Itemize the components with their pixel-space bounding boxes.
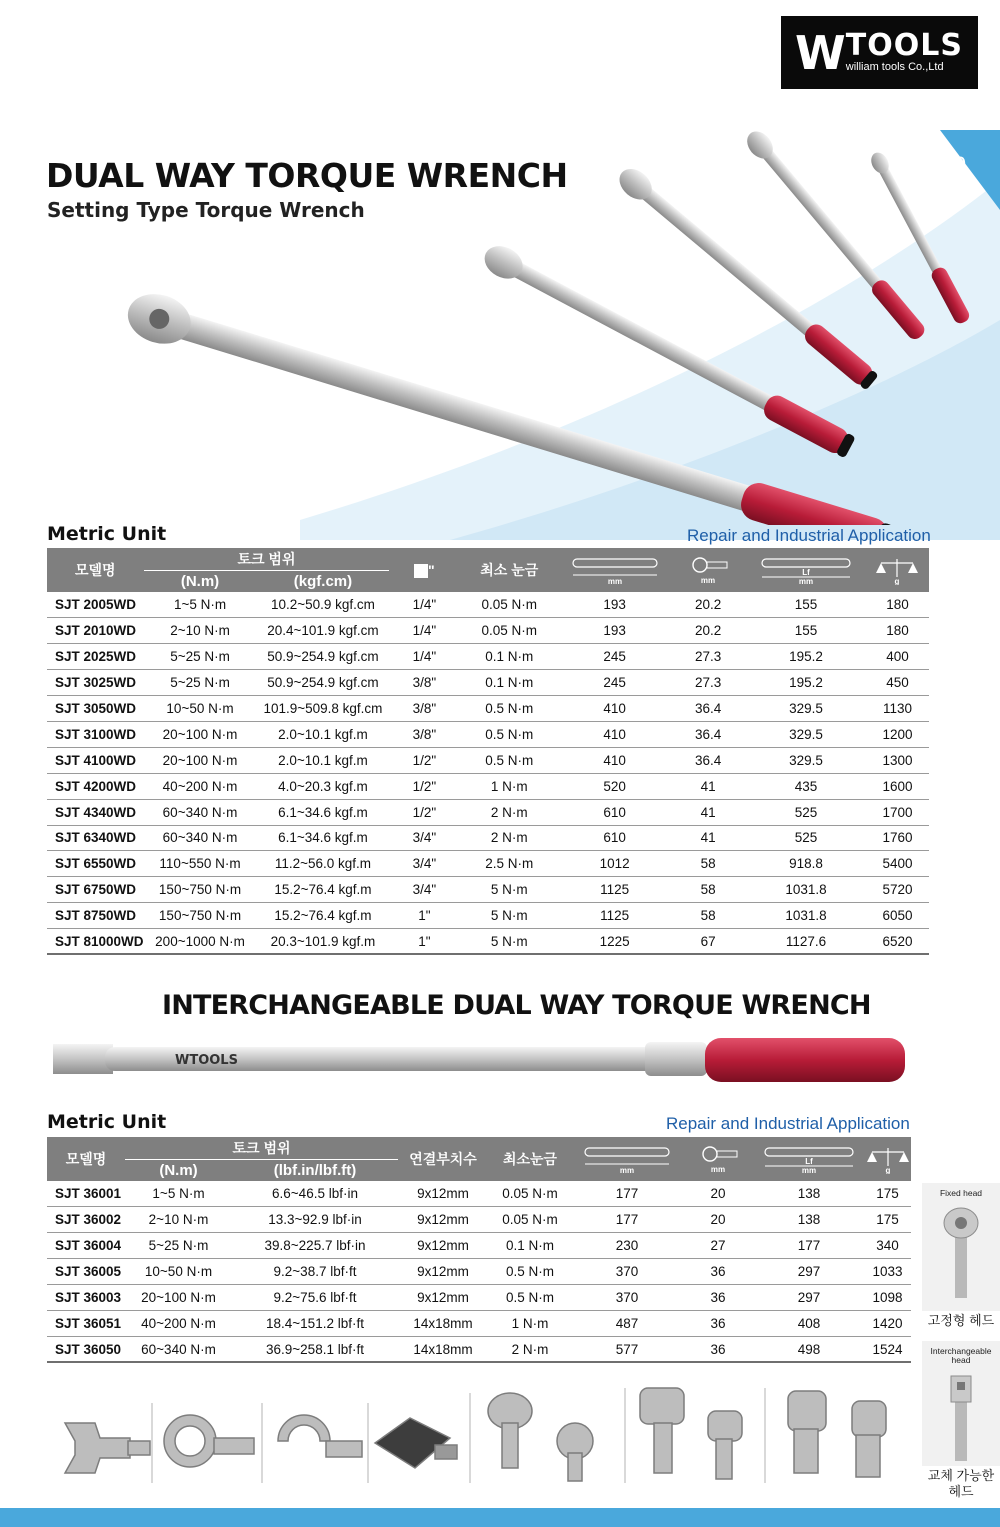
cell-kgf: 50.9~254.9 kgf.cm [256,644,389,670]
table-row [47,1336,911,1362]
cell-kgf: 10.2~50.9 kgf.cm [256,592,389,618]
table-row [47,799,929,825]
cell-conn: 9x12mm [398,1207,488,1233]
cell-model: SJT 6550WD [47,851,144,877]
square-drive-adapter-icon [788,1391,886,1477]
cell-drive: 1/2" [389,773,459,799]
cell-drive: 3/8" [389,721,459,747]
cell-lf: 525 [746,825,866,851]
cell-head: 36.4 [670,721,746,747]
cell-conn: 9x12mm [398,1285,488,1311]
cell-lf: 1127.6 [746,929,866,955]
cell-grad: 5 N·m [459,903,559,929]
cell-drive: 3/8" [389,696,459,722]
cell-kgf: 20.3~101.9 kgf.m [256,929,389,955]
cell-drive: 1/4" [389,618,459,644]
header-model: 모델명 [74,562,116,578]
cell-grad: 0.5 N·m [488,1285,572,1311]
cell-drive: 1/2" [389,799,459,825]
cell-drive: 1/2" [389,747,459,773]
cell-drive: 1/4" [389,592,459,618]
cell-nm: 20~100 N·m [144,721,257,747]
cell-length: 410 [559,721,670,747]
cell-model: SJT 36050 [47,1336,125,1362]
cell-nm: 2~10 N·m [125,1207,232,1233]
table2-specs [47,1137,911,1363]
cell-model: SJT 36001 [47,1181,125,1207]
wrench-lf-icon [761,1144,857,1174]
cell-lf: 525 [746,799,866,825]
cell-conn: 14x18mm [398,1336,488,1362]
open-end-head-icon [65,1423,150,1473]
cell-kgf: 101.9~509.8 kgf.cm [256,696,389,722]
cell-kgf: 50.9~254.9 kgf.cm [256,670,389,696]
cell-length: 177 [572,1181,682,1207]
cell-nm: 60~340 N·m [144,799,257,825]
svg-text:mm: mm [700,576,716,585]
header2-unit-lbf: (lbf.in/lbf.ft) [273,1161,357,1179]
header-weight [866,548,929,592]
cell-lf: 1031.8 [746,903,866,929]
cell-nm: 60~340 N·m [144,825,257,851]
cell-grad: 0.05 N·m [459,592,559,618]
ratchet-head-icon-1 [488,1393,593,1481]
fixed-head-panel [922,1183,1000,1311]
cell-head: 20.2 [670,618,746,644]
wrench-head-icon [686,555,730,585]
cell-lf: 408 [754,1310,864,1336]
interchangeable-title: INTERCHANGEABLE DUAL WAY TORQUE WRENCH [162,990,871,1021]
cell-model: SJT 3050WD [47,696,144,722]
wrench-small-2 [742,126,929,343]
cell-lf: 498 [754,1336,864,1362]
wrench-length-icon [581,1144,673,1174]
cell-weight: 5720 [866,877,929,903]
cell-length: 610 [559,825,670,851]
svg-text:g: g [885,1166,890,1174]
cell-weight: 6520 [866,929,929,955]
cell-length: 177 [572,1207,682,1233]
table2-application: Repair and Industrial Application [666,1114,910,1133]
cell-lf: 177 [754,1233,864,1259]
cell-length: 410 [559,696,670,722]
cell-grad: 5 N·m [459,929,559,955]
cell-drive: 1" [389,903,459,929]
table-row [47,773,929,799]
cell-grad: 2 N·m [488,1336,572,1362]
cell-grad: 2 N·m [459,825,559,851]
cell-length: 577 [572,1336,682,1362]
cell-nm: 2~10 N·m [144,618,257,644]
cell-nm: 200~1000 N·m [144,929,257,955]
svg-text:mm: mm [607,577,622,585]
cell-lf: 329.5 [746,747,866,773]
fixed-head-image [922,1198,1000,1298]
cell-kgf: 15.2~76.4 kgf.m [256,903,389,929]
cell-nm: 150~750 N·m [144,903,257,929]
table-row [47,877,929,903]
cell-length: 245 [559,670,670,696]
cell-weight: 1600 [866,773,929,799]
cell-length: 1125 [559,903,670,929]
cell-conn: 9x12mm [398,1181,488,1207]
ratchet-head-icon-2 [640,1388,742,1479]
cell-conn: 9x12mm [398,1233,488,1259]
table-row [47,1233,911,1259]
logo-company: william tools Co.,Ltd [845,60,944,73]
cell-weight: 1760 [866,825,929,851]
cell-weight: 1130 [866,696,929,722]
cell-length: 370 [572,1285,682,1311]
square-drive-icon [414,564,428,578]
cell-lbf: 13.3~92.9 lbf·in [232,1207,398,1233]
header-drive: " [389,548,459,592]
svg-text:mm: mm [801,1166,817,1174]
wrench-head-icon [696,1144,740,1174]
square-drive-blank-icon [375,1418,457,1468]
header-length [559,548,670,592]
cell-lf: 297 [754,1259,864,1285]
cell-head: 20 [682,1181,754,1207]
header2-head [682,1137,754,1181]
cell-grad: 0.5 N·m [459,721,559,747]
cell-kgf: 6.1~34.6 kgf.m [256,825,389,851]
cell-nm: 1~5 N·m [125,1181,232,1207]
cell-drive: 1/4" [389,644,459,670]
cell-model: SJT 3025WD [47,670,144,696]
page-subtitle: Setting Type Torque Wrench [47,198,365,222]
cell-model: SJT 36051 [47,1310,125,1336]
cell-length: 1125 [559,877,670,903]
cell-model: SJT 36002 [47,1207,125,1233]
brand-logo [781,16,978,89]
table-row [47,929,929,955]
header-torque-range: 토크 범위 [144,548,390,570]
cell-lf: 138 [754,1207,864,1233]
svg-text:Lf: Lf [802,568,810,577]
cell-kgf: 11.2~56.0 kgf.m [256,851,389,877]
table-row [47,670,929,696]
table-row [47,747,929,773]
cell-lf: 329.5 [746,721,866,747]
page-tab [940,130,1000,210]
ring-head-icon [164,1415,254,1467]
cell-nm: 5~25 N·m [125,1233,232,1259]
table-row [47,1259,911,1285]
interchangeable-head-caption: Interchangeable head [930,1346,992,1366]
cell-model: SJT 2025WD [47,644,144,670]
cell-lbf: 36.9~258.1 lbf·ft [232,1336,398,1362]
table1-specs [47,548,929,955]
header-unit-nm: (N.m) [180,572,220,590]
cell-nm: 40~200 N·m [144,773,257,799]
cell-nm: 150~750 N·m [144,877,257,903]
cell-lf: 195.2 [746,644,866,670]
cell-lbf: 9.2~75.6 lbf·ft [232,1285,398,1311]
cell-drive: 1" [389,929,459,955]
header-graduation: 최소 눈금 [480,562,539,578]
svg-text:WTOOLS: WTOOLS [175,1053,238,1068]
header2-torque-range: 토크 범위 [125,1137,398,1159]
cell-head: 20 [682,1207,754,1233]
cell-grad: 1 N·m [459,773,559,799]
cell-model: SJT 2010WD [47,618,144,644]
cell-weight: 5400 [866,851,929,877]
cell-weight: 1033 [864,1259,911,1285]
table1-application: Repair and Industrial Application [687,526,931,545]
cell-lf: 329.5 [746,696,866,722]
interchangeable-head-image [922,1366,1000,1461]
cell-lbf: 18.4~151.2 lbf·ft [232,1310,398,1336]
cell-head: 36.4 [670,696,746,722]
cell-lbf: 9.2~38.7 lbf·ft [232,1259,398,1285]
wrench-lf-icon [758,555,854,585]
cell-weight: 450 [866,670,929,696]
cell-lf: 155 [746,592,866,618]
header2-lf [754,1137,864,1181]
cell-lf: 1031.8 [746,877,866,903]
cell-drive: 3/4" [389,851,459,877]
cell-model: SJT 6340WD [47,825,144,851]
cell-weight: 1524 [864,1336,911,1362]
cell-grad: 2.5 N·m [459,851,559,877]
cell-head: 41 [670,799,746,825]
scale-weight-icon [866,1144,910,1174]
header2-model: 모델명 [65,1151,107,1167]
cell-length: 610 [559,799,670,825]
cell-grad: 1 N·m [488,1310,572,1336]
cell-model: SJT 3100WD [47,721,144,747]
table-row [47,618,929,644]
table-row [47,1310,911,1336]
cell-model: SJT 81000WD [47,929,144,955]
table-row [47,903,929,929]
cell-head: 58 [670,877,746,903]
cell-head: 58 [670,903,746,929]
cell-model: SJT 36003 [47,1285,125,1311]
cell-weight: 180 [866,618,929,644]
cell-length: 520 [559,773,670,799]
cell-lf: 195.2 [746,670,866,696]
cell-lf: 435 [746,773,866,799]
scale-weight-icon [875,555,919,585]
cell-head: 36 [682,1259,754,1285]
svg-text:Lf: Lf [805,1157,813,1166]
cell-weight: 1200 [866,721,929,747]
cell-head: 36.4 [670,747,746,773]
cell-weight: 180 [866,592,929,618]
cell-weight: 175 [864,1207,911,1233]
cell-lbf: 6.6~46.5 lbf·in [232,1181,398,1207]
cell-length: 370 [572,1259,682,1285]
cell-head: 27.3 [670,670,746,696]
cell-kgf: 4.0~20.3 kgf.m [256,773,389,799]
cell-nm: 60~340 N·m [125,1336,232,1362]
cell-length: 230 [572,1233,682,1259]
header-lf [746,548,866,592]
cell-drive: 3/4" [389,825,459,851]
cell-length: 193 [559,592,670,618]
cell-kgf: 20.4~101.9 kgf.cm [256,618,389,644]
table2-section-label: Metric Unit [47,1111,167,1133]
cell-weight: 1420 [864,1310,911,1336]
header2-graduation: 최소눈금 [502,1151,558,1167]
cell-drive: 3/8" [389,670,459,696]
cell-model: SJT 2005WD [47,592,144,618]
cell-grad: 0.05 N·m [488,1181,572,1207]
svg-text:g: g [895,577,900,585]
cell-head: 67 [670,929,746,955]
cell-model: SJT 4200WD [47,773,144,799]
cell-length: 1225 [559,929,670,955]
cell-nm: 5~25 N·m [144,670,257,696]
cell-weight: 1098 [864,1285,911,1311]
cell-nm: 40~200 N·m [125,1310,232,1336]
cell-drive: 3/4" [389,877,459,903]
table-row [47,825,929,851]
header2-length [572,1137,682,1181]
cell-grad: 0.1 N·m [488,1233,572,1259]
cell-nm: 20~100 N·m [125,1285,232,1311]
header2-weight [864,1137,911,1181]
cell-weight: 6050 [866,903,929,929]
cell-grad: 0.5 N·m [488,1259,572,1285]
interchangeable-head-panel [922,1341,1000,1466]
cell-kgf: 6.1~34.6 kgf.m [256,799,389,825]
accessory-heads-images [40,1383,920,1493]
cell-lf: 138 [754,1181,864,1207]
cell-head: 41 [670,773,746,799]
cell-head: 27.3 [670,644,746,670]
cell-lf: 155 [746,618,866,644]
header2-connector: 연결부치수 [409,1151,477,1167]
cell-lf: 918.8 [746,851,866,877]
bottom-bar [0,1508,1000,1527]
wrench-small-1 [613,163,880,393]
logo-mark: W [795,25,842,80]
cell-head: 20.2 [670,592,746,618]
cell-weight: 340 [864,1233,911,1259]
svg-text:mm: mm [619,1166,635,1174]
cell-nm: 1~5 N·m [144,592,257,618]
interchangeable-head-label: 교체 가능한 헤드 [927,1468,995,1500]
cell-head: 36 [682,1285,754,1311]
cell-length: 245 [559,644,670,670]
header-unit-kgf: (kgf.cm) [293,572,353,590]
cell-weight: 1700 [866,799,929,825]
cell-model: SJT 8750WD [47,903,144,929]
table1-section-label: Metric Unit [47,523,167,545]
cell-length: 1012 [559,851,670,877]
cell-nm: 110~550 N·m [144,851,257,877]
cell-conn: 14x18mm [398,1310,488,1336]
cell-nm: 10~50 N·m [144,696,257,722]
cell-grad: 0.05 N·m [488,1207,572,1233]
cell-grad: 0.5 N·m [459,696,559,722]
cell-head: 41 [670,825,746,851]
cell-conn: 9x12mm [398,1259,488,1285]
cell-grad: 2 N·m [459,799,559,825]
cell-grad: 5 N·m [459,877,559,903]
header2-unit-nm: (N.m) [159,1161,198,1179]
table-row [47,592,929,618]
cell-weight: 175 [864,1181,911,1207]
cell-length: 193 [559,618,670,644]
cell-model: SJT 6750WD [47,877,144,903]
open-ring-head-icon [278,1415,362,1457]
cell-weight: 1300 [866,747,929,773]
cell-head: 36 [682,1310,754,1336]
cell-head: 27 [682,1233,754,1259]
fixed-head-label: 고정형 헤드 [927,1313,995,1328]
cell-lf: 297 [754,1285,864,1311]
cell-length: 487 [572,1310,682,1336]
cell-grad: 0.05 N·m [459,618,559,644]
cell-kgf: 15.2~76.4 kgf.m [256,877,389,903]
cell-nm: 5~25 N·m [144,644,257,670]
cell-nm: 10~50 N·m [125,1259,232,1285]
cell-model: SJT 36004 [47,1233,125,1259]
cell-grad: 0.5 N·m [459,747,559,773]
page-number: 9 [954,152,967,177]
page-title: DUAL WAY TORQUE WRENCH [46,156,568,195]
cell-kgf: 2.0~10.1 kgf.m [256,747,389,773]
header-head [670,548,746,592]
wrench-length-icon [569,555,661,585]
svg-text:mm: mm [710,1165,726,1174]
table-row [47,1181,911,1207]
interchangeable-wrench-image [45,1030,915,1090]
cell-kgf: 2.0~10.1 kgf.m [256,721,389,747]
cell-nm: 20~100 N·m [144,747,257,773]
table-row [47,851,929,877]
cell-head: 58 [670,851,746,877]
cell-model: SJT 36005 [47,1259,125,1285]
cell-lbf: 39.8~225.7 lbf·in [232,1233,398,1259]
cell-head: 36 [682,1336,754,1362]
svg-text:mm: mm [798,577,814,585]
cell-weight: 400 [866,644,929,670]
cell-grad: 0.1 N·m [459,670,559,696]
table-row [47,696,929,722]
table-row [47,1285,911,1311]
table-row [47,721,929,747]
fixed-head-caption: Fixed head [939,1188,983,1198]
cell-length: 410 [559,747,670,773]
cell-model: SJT 4340WD [47,799,144,825]
cell-grad: 0.1 N·m [459,644,559,670]
cell-model: SJT 4100WD [47,747,144,773]
table-row [47,644,929,670]
logo-brand: TOOLS [845,27,963,63]
table-row [47,1207,911,1233]
